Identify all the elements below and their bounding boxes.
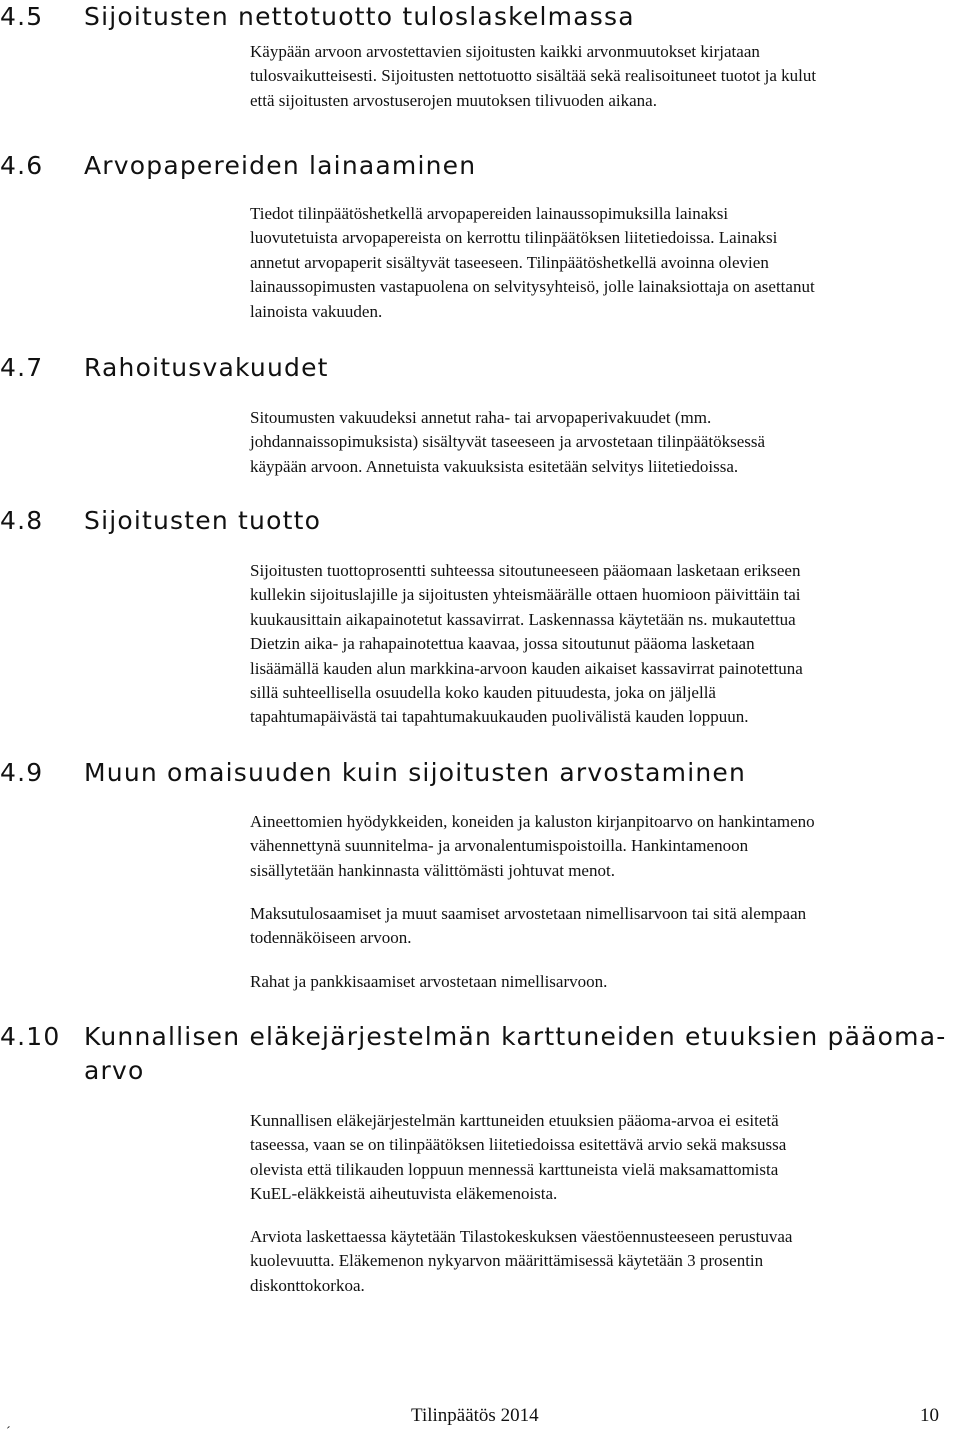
paragraph: [250, 40, 816, 113]
text-line: Maksutulosaamiset ja muut saamiset arvostetaan nimellisarvoon tai sitä alempaan: [250, 904, 807, 923]
text-line: taseessa, vaan se on tilinpäätöksen liitetiedoissa esitettävä arvio sekä maksussa: [250, 1135, 787, 1155]
text-line: tulosvaikutteisesti. Sijoitusten nettotuotto sisältää sekä realisoituneet tuotot ja kulut: [250, 66, 817, 86]
heading-number: 4.6: [0, 151, 44, 180]
text-line: sisällytetään hankinnasta välittömästi johtuvat menot.: [250, 860, 615, 880]
text-line: lisäämällä kauden alun markkina-arvoon kauden aikaiset kassavirrat painotettuna: [250, 658, 803, 678]
text-line: kuukausittain aikapainotetut kassavirrat. Laskennassa käytetään ns. mukautettua: [250, 609, 796, 629]
paragraph: [250, 1225, 792, 1298]
heading-number: 4.5: [0, 2, 44, 31]
text-line: todennäköiseen arvoon.: [250, 928, 412, 948]
paragraph: [250, 202, 815, 324]
paragraph: [250, 810, 815, 883]
paragraph: [250, 902, 806, 951]
paragraph: [250, 559, 803, 730]
text-line: lainoista vakuuden.: [250, 301, 383, 321]
text-line: kullekin sijoituslajille ja sijoitusten yhteismäärälle ottaen huomioon päivittäin tai: [250, 585, 801, 605]
text-line: sillä suhteellisella osuudella koko kauden pituudesta, joka on jäljellä: [250, 683, 716, 703]
text-line: että sijoitusten arvostuserojen muutoksen tilivuoden aikana.: [250, 90, 657, 110]
heading-title: Muun omaisuuden kuin sijoitusten arvostaminen: [84, 758, 747, 787]
text-line: käypään arvoon. Annetuista vakuuksista esitetään selvitys liitetiedoissa.: [250, 456, 739, 476]
heading-4-8: [0, 504, 321, 537]
heading-title: Arvopapereiden lainaaminen: [84, 151, 477, 180]
heading-title-continued: arvo: [84, 1056, 145, 1085]
text-line: annetut arvopaperit sisältyvät taseeseen. Tilinpäätöshetkellä avoinna olevien: [250, 252, 769, 272]
heading-number: 4.7: [0, 353, 44, 382]
text-line: luovutetuista arvopapereista on kerrottu tilinpäätöksen liitetiedoissa. Lainaksi: [250, 228, 778, 248]
text-line: kuolevuutta. Eläkemenon nykyarvon määrittämisessä käytetään 3 prosentin: [250, 1251, 764, 1271]
text-line: vähennettynä suunnitelma- ja arvonalentumispoistoilla. Hankintamenoon: [250, 836, 749, 856]
text-line: diskonttokorkoa.: [250, 1275, 365, 1295]
text-line: Tiedot tilinpäätöshetkellä arvopapereiden lainaussopimuksilla lainaksi: [250, 204, 729, 223]
heading-title: Kunnallisen eläkejärjestelmän karttuneiden etuuksien pääoma-: [84, 1022, 947, 1051]
text-line: Aineettomien hyödykkeiden, koneiden ja kaluston kirjanpitoarvo on hankintameno: [250, 812, 815, 831]
text-line: Sijoitusten tuottoprosentti suhteessa sitoutuneeseen pääomaan lasketaan erikseen: [250, 561, 801, 580]
text-line: Dietzin aika- ja rahapainotettua kaavaa, jossa sitoutunut pääoma lasketaan: [250, 634, 755, 654]
paragraph: [250, 1109, 786, 1207]
text-line: Rahat ja pankkisaamiset arvostetaan nimellisarvoon.: [250, 972, 608, 991]
text-line: lainaussopimusten vastapuolena on selvitysyhteisö, jolle lainaksiottaja on asettanut: [250, 277, 815, 297]
paragraph: [250, 406, 765, 479]
heading-4-10: [0, 1020, 946, 1053]
heading-number: 4.9: [0, 758, 44, 787]
heading-title: Rahoitusvakuudet: [84, 353, 329, 382]
text-line: johdannaissopimuksista) sisältyvät taseeseen ja arvostetaan tilinpäätöksessä: [250, 432, 766, 452]
heading-4-5: [0, 0, 635, 33]
text-line: Sitoumusten vakuudeksi annetut raha- tai arvopaperivakuudet (mm.: [250, 408, 712, 427]
heading-number: 4.10: [0, 1022, 61, 1051]
heading-title: Sijoitusten tuotto: [84, 506, 322, 535]
footer-title: Tilinpäätös 2014: [411, 1405, 539, 1426]
paragraph: [250, 970, 607, 994]
heading-4-9: [0, 756, 746, 789]
text-line: tapahtumapäivästä tai tapahtumakuukauden puolivälistä kauden loppuun.: [250, 707, 749, 727]
text-line: Käypään arvoon arvostettavien sijoitusten kaikki arvonmuutokset kirjataan: [250, 42, 760, 61]
heading-title: Sijoitusten nettotuotto tuloslaskelmassa: [84, 2, 635, 31]
heading-4-7: [0, 351, 329, 384]
text-line: Arviota laskettaessa käytetään Tilastokeskuksen väestöennusteeseen perustuvaa: [250, 1227, 793, 1246]
heading-4-6: [0, 149, 476, 182]
corner-mark: ´: [6, 1425, 11, 1440]
text-line: olevista että tilikauden loppuun mennessä karttuneista vielä maksamattomista: [250, 1159, 779, 1179]
text-line: Kunnallisen eläkejärjestelmän karttuneiden etuuksien pääoma-arvoa ei esitetä: [250, 1111, 779, 1130]
text-line: KuEL-eläkkeistä aiheutuvista eläkemenoista.: [250, 1184, 558, 1204]
heading-number: 4.8: [0, 506, 44, 535]
page-number: 10: [920, 1405, 939, 1426]
